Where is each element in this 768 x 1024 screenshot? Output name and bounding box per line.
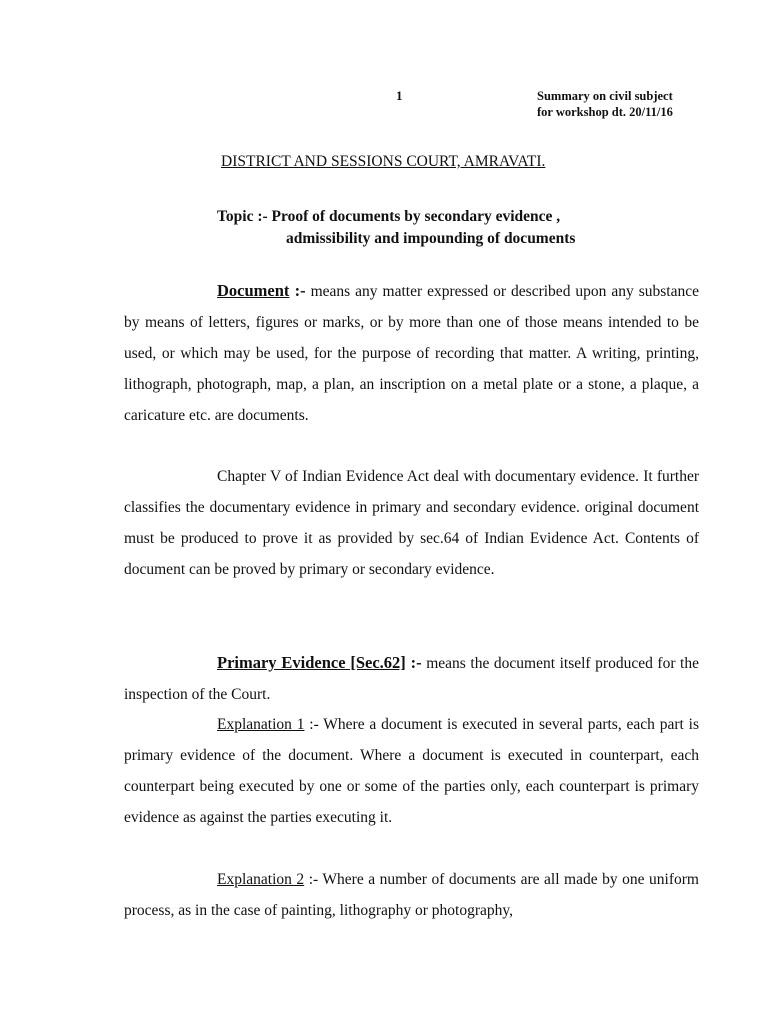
primary-evidence-definition (124, 647, 699, 710)
page-number: 1 (396, 88, 403, 103)
explanation-2 (124, 864, 699, 926)
document-definition (124, 275, 699, 431)
document-term: Document (217, 281, 290, 300)
explanation-1-text: :- Where a document is executed in several parts, each part is primary evidence of the document. Where a document is executed in counterpart, each counterpart being executed by one or some of the parties only, each counterpart is primary evidence as against the parties executing it. (124, 716, 699, 826)
explanation-1 (124, 709, 699, 833)
court-title: DISTRICT AND SESSIONS COURT, AMRAVATI. (221, 153, 546, 170)
topic-line1: Proof of documents by secondary evidence , (271, 208, 561, 225)
header-note-line2: for workshop dt. 20/11/16 (537, 105, 673, 119)
header-note-line1: Summary on civil subject (537, 89, 673, 103)
document-definition-text: means any matter expressed or described upon any substance by means of letters, figures or marks, or by more than one of those means intended to be used, or which may be used, for the purpose of recording that matter. A writing, printing, lithograph, photograph, map, a plan, an inscription on a metal plate or a stone, a plaque, a caricature etc. are documents. (124, 283, 699, 424)
header-note (537, 88, 673, 120)
topic-line2: admissibility and impounding of documents (286, 230, 576, 247)
primary-evidence-text: means the document itself produced for the inspection of the Court. (124, 655, 699, 703)
document-term-separator: :- (289, 281, 306, 300)
explanation-2-text: :- Where a number of documents are all made by one uniform process, as in the case of painting, lithography or photography, (124, 871, 699, 919)
chapter-paragraph (124, 461, 699, 585)
topic-label: Topic :- (217, 208, 268, 225)
primary-evidence-separator: :- (405, 653, 422, 672)
explanation-2-label: Explanation 2 (217, 871, 305, 888)
topic-heading (217, 206, 575, 250)
primary-evidence-term: Primary Evidence [Sec.62] (217, 653, 406, 672)
chapter-paragraph-text: Chapter V of Indian Evidence Act deal with documentary evidence. It further classifies the documentary evidence in primary and secondary evidence. original document must be produced to prove it as provided by sec.64 of Indian Evidence Act. Contents of document can be proved by primary or secondary evidence. (124, 468, 699, 578)
explanation-1-label: Explanation 1 (217, 716, 305, 733)
